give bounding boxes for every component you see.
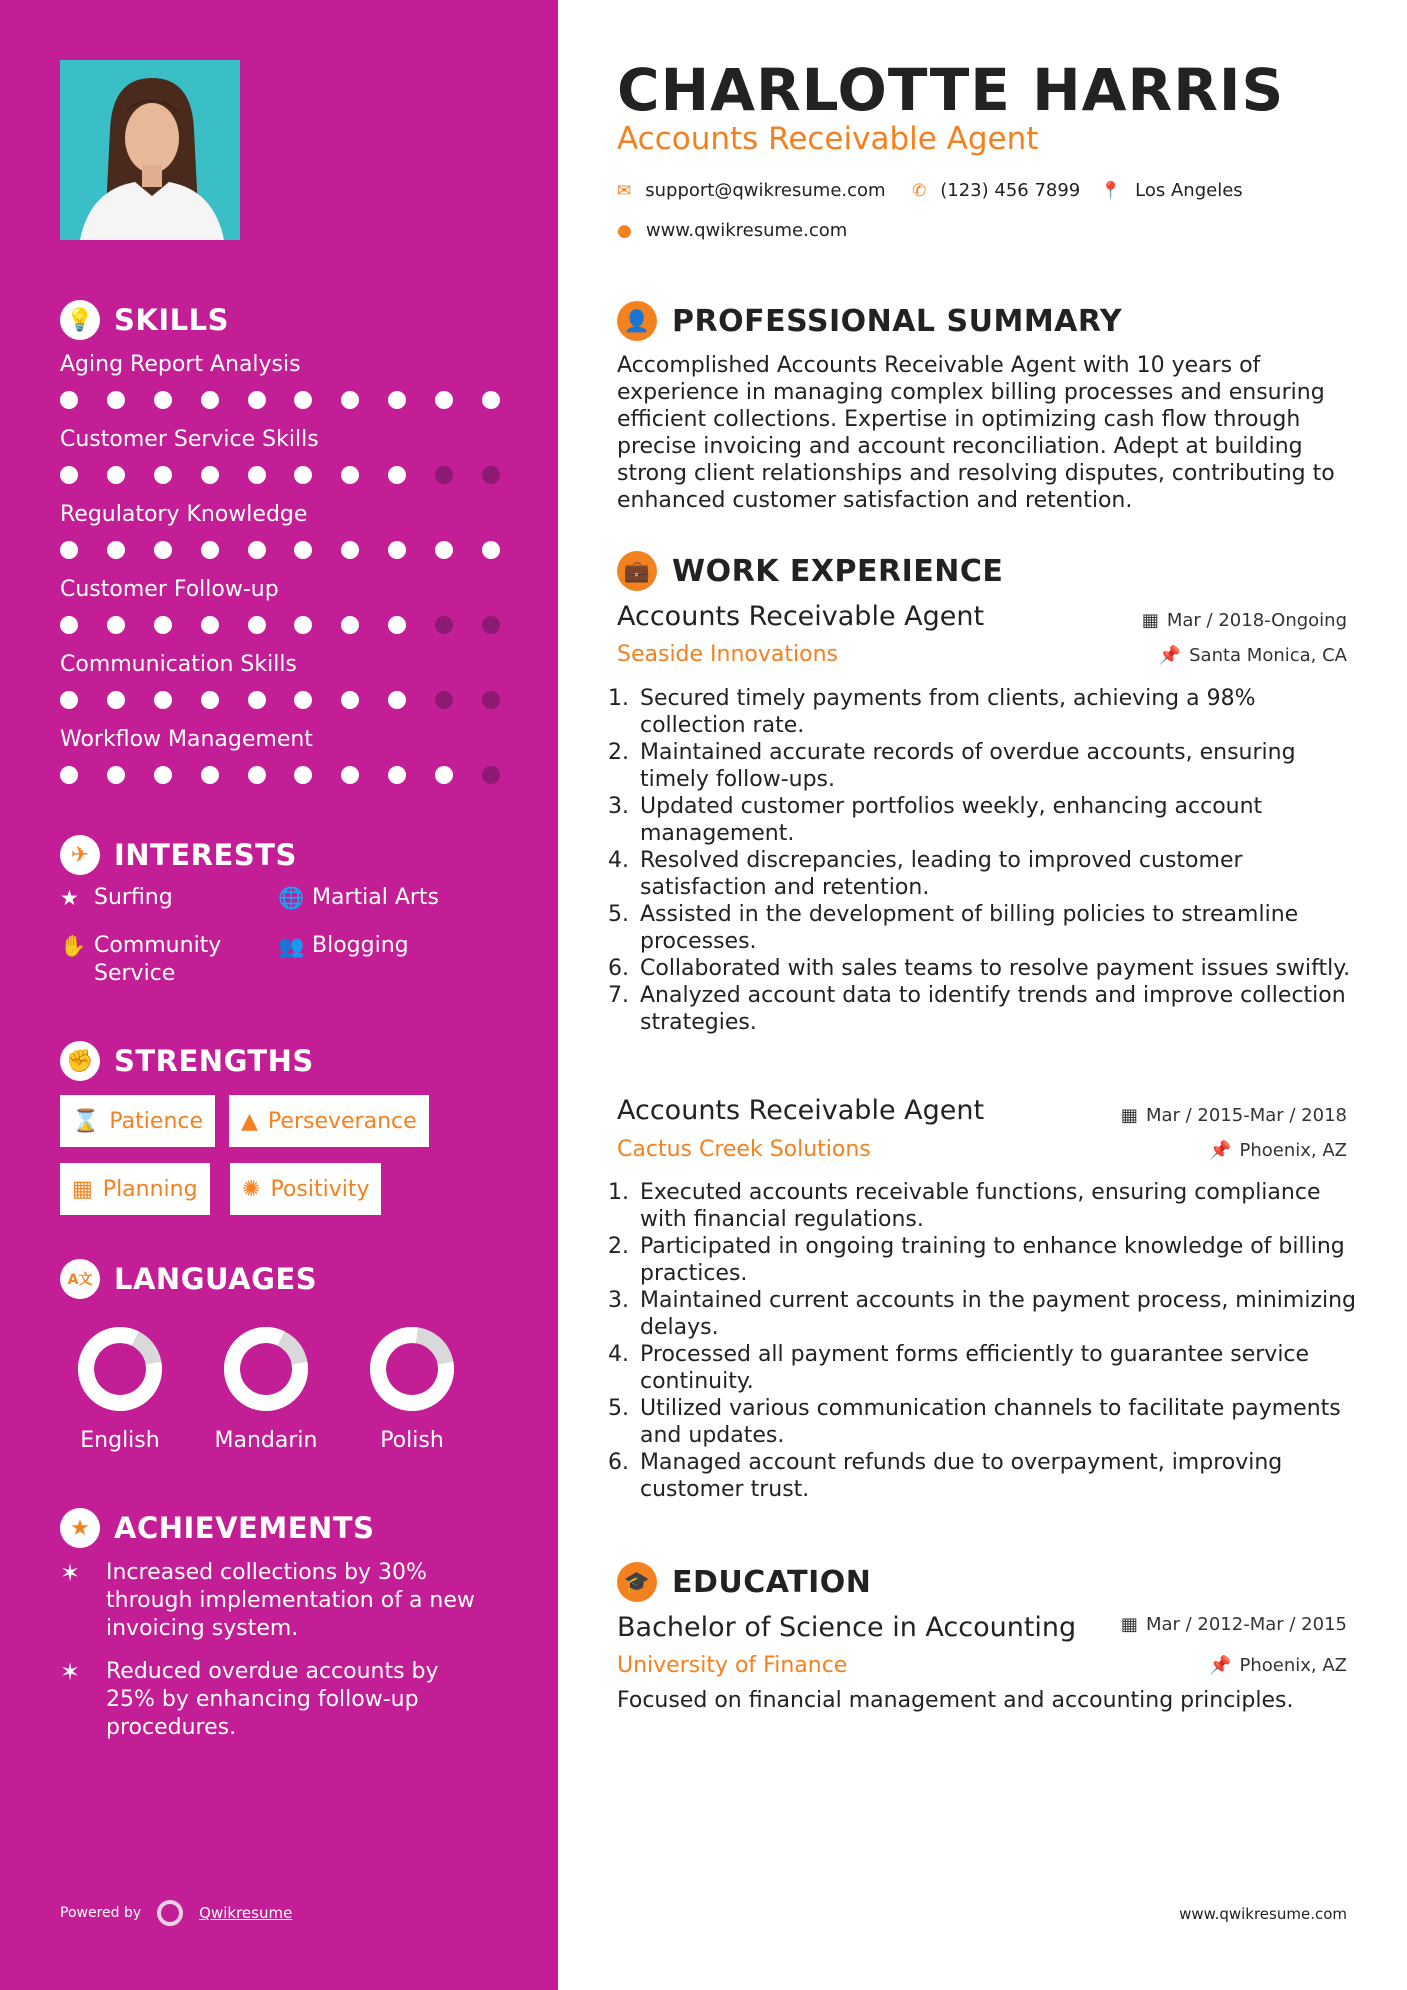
- rating-dot: [435, 766, 453, 784]
- rating-dot: [294, 691, 312, 709]
- rating-dot: [248, 391, 266, 409]
- language-level-donut: [367, 1324, 457, 1414]
- calendar-icon: ▦: [72, 1176, 93, 1202]
- language-item: [60, 1324, 180, 1453]
- rating-dot: [435, 616, 453, 634]
- briefcase-icon: 💼: [617, 551, 657, 591]
- rating-dot: [60, 466, 78, 484]
- responsibility-item: 1. Secured timely payments from clients, achieving a 98% collection rate.: [636, 685, 1356, 739]
- rating-dot: [60, 616, 78, 634]
- responsibility-item: 4. Processed all payment forms efficiently to guarantee service continuity.: [636, 1341, 1356, 1395]
- job-responsibilities: [612, 1179, 1356, 1503]
- language-item: [206, 1324, 326, 1453]
- rating-dot: [107, 766, 125, 784]
- hourglass-icon: ⌛: [72, 1108, 100, 1134]
- rating-dot: [154, 466, 172, 484]
- responsibility-item: 1. Executed accounts receivable functions, ensuring compliance with financial regulations.: [636, 1179, 1356, 1233]
- rating-dot: [435, 691, 453, 709]
- language-level-donut: [221, 1324, 311, 1414]
- strength-tag: ▲ Perseverance: [229, 1095, 429, 1147]
- pushpin-icon: 📌: [1209, 1140, 1232, 1161]
- interest-item: ★ Surfing: [60, 885, 173, 910]
- language-name: English: [80, 1428, 160, 1453]
- rating-dot: [154, 766, 172, 784]
- language-name: Mandarin: [214, 1428, 318, 1453]
- rating-dot: [294, 391, 312, 409]
- rating-dot: [107, 391, 125, 409]
- skills-heading: 💡 SKILLS: [60, 298, 229, 342]
- rating-dot: [60, 391, 78, 409]
- responsibility-item: 3. Maintained current accounts in the payment process, minimizing delays.: [636, 1287, 1356, 1341]
- road-icon: ▲: [241, 1108, 258, 1134]
- rating-dot: [154, 616, 172, 634]
- rating-dot: [201, 466, 219, 484]
- rating-dot: [388, 766, 406, 784]
- interest-item: ✋ Community Service: [60, 933, 222, 986]
- rating-dot: [341, 616, 359, 634]
- user-icon: 👤: [617, 301, 657, 341]
- rating-dot: [482, 541, 500, 559]
- footer-url[interactable]: www.qwikresume.com: [1179, 1905, 1347, 1923]
- language-level-donut: [75, 1324, 165, 1414]
- job-title: Accounts Receivable Agent: [617, 1095, 985, 1126]
- rating-dot: [388, 391, 406, 409]
- powered-by: Powered by Qwikresume: [60, 1900, 292, 1926]
- rating-dot: [435, 466, 453, 484]
- rating-dot: [154, 391, 172, 409]
- work-heading: 💼 WORK EXPERIENCE: [617, 549, 1003, 593]
- skill-name: Regulatory Knowledge: [60, 502, 308, 527]
- rating-dot: [482, 616, 500, 634]
- skill-name: Communication Skills: [60, 652, 297, 677]
- education-school: University of Finance: [617, 1653, 848, 1678]
- rating-dot: [201, 391, 219, 409]
- rating-dot: [60, 541, 78, 559]
- globe-icon: 🌐: [278, 886, 305, 910]
- rating-dot: [388, 541, 406, 559]
- skill-rating: [60, 541, 500, 559]
- pushpin-icon: 📌: [1158, 645, 1182, 666]
- achievement-item: ✶ Increased collections by 30% through implementation of a new invoicing system.: [60, 1559, 475, 1641]
- summary-text: Accomplished Accounts Receivable Agent with 10 years of experience in managing complex billing processes and ensuring efficient collections. Expertise in optimizing cash flow through precise invoicing and account reconciliation. Adept at building strong client relationships and resolving disputes, contributing to enhanced customer satisfaction and retention.: [617, 353, 1335, 513]
- skill-name: Aging Report Analysis: [60, 352, 301, 377]
- skill-name: Workflow Management: [60, 727, 313, 752]
- rating-dot: [388, 466, 406, 484]
- achievements-heading: ★ ACHIEVEMENTS: [60, 1506, 374, 1550]
- education-heading: 🎓 EDUCATION: [617, 1560, 871, 1604]
- graduation-cap-icon: 🎓: [617, 1562, 657, 1602]
- rating-dot: [248, 466, 266, 484]
- contact-email: ✉ support@qwikresume.com: [617, 180, 886, 201]
- job-location: 📌 Phoenix, AZ: [1209, 1140, 1347, 1161]
- strength-tag: ✺ Positivity: [230, 1163, 381, 1215]
- skill-rating: [60, 766, 500, 784]
- hand-icon: ✋: [60, 934, 87, 958]
- achievement-item: ✶ Reduced overdue accounts by 25% by enhancing follow-up procedures.: [60, 1658, 439, 1740]
- star-icon: ★: [60, 886, 79, 910]
- phone-icon: ✆: [912, 180, 927, 201]
- language-icon: A文: [60, 1259, 100, 1299]
- responsibility-item: 3. Updated customer portfolios weekly, enhancing account management.: [636, 793, 1356, 847]
- rating-dot: [388, 616, 406, 634]
- interest-item: 🌐 Martial Arts: [278, 885, 440, 910]
- education-dates: ▦ Mar / 2012-Mar / 2015: [1120, 1614, 1347, 1635]
- sun-icon: ✺: [242, 1176, 261, 1202]
- rating-dot: [482, 466, 500, 484]
- rating-dot: [201, 541, 219, 559]
- rating-dot: [341, 541, 359, 559]
- rating-dot: [294, 541, 312, 559]
- rating-dot: [201, 616, 219, 634]
- strength-tag: ⌛ Patience: [60, 1095, 215, 1147]
- rating-dot: [201, 691, 219, 709]
- profile-photo: [60, 60, 240, 240]
- job-title: Accounts Receivable Agent: [617, 601, 985, 632]
- fist-icon: ✊: [60, 1041, 100, 1081]
- rating-dot: [294, 466, 312, 484]
- language-item: [352, 1324, 472, 1453]
- job-dates: ▦ Mar / 2015-Mar / 2018: [1120, 1105, 1347, 1126]
- strength-tag: ▦ Planning: [60, 1163, 210, 1215]
- candidate-title: Accounts Receivable Agent: [617, 121, 1039, 157]
- responsibility-item: 7. Analyzed account data to identify trends and improve collection strategies.: [636, 982, 1356, 1036]
- rating-dot: [107, 541, 125, 559]
- rating-dot: [248, 541, 266, 559]
- rating-dot: [435, 541, 453, 559]
- rating-dot: [107, 691, 125, 709]
- contact-website: ● www.qwikresume.com: [617, 220, 848, 241]
- rating-dot: [294, 766, 312, 784]
- interests-heading: ✈ INTERESTS: [60, 833, 297, 877]
- shooting-star-icon: ✶: [60, 1658, 81, 1686]
- responsibility-item: 2. Maintained accurate records of overdue accounts, ensuring timely follow-ups.: [636, 739, 1356, 793]
- skill-name: Customer Service Skills: [60, 427, 319, 452]
- responsibility-item: 5. Utilized various communication channels to facilitate payments and updates.: [636, 1395, 1356, 1449]
- sidebar: [0, 0, 558, 1990]
- globe-icon: ●: [617, 220, 632, 241]
- rating-dot: [154, 691, 172, 709]
- summary-heading: 👤 PROFESSIONAL SUMMARY: [617, 299, 1122, 343]
- strengths-heading: ✊ STRENGTHS: [60, 1039, 314, 1083]
- calendar-icon: ▦: [1120, 1105, 1138, 1126]
- rating-dot: [154, 541, 172, 559]
- rating-dot: [341, 466, 359, 484]
- rating-dot: [482, 691, 500, 709]
- rating-dot: [201, 766, 219, 784]
- qwikresume-logo-icon: [157, 1900, 183, 1926]
- rating-dot: [248, 616, 266, 634]
- envelope-icon: ✉: [617, 180, 632, 201]
- calendar-icon: ▦: [1141, 610, 1159, 631]
- shooting-star-icon: ✶: [60, 1559, 81, 1587]
- rating-dot: [341, 691, 359, 709]
- rating-dot: [107, 466, 125, 484]
- language-name: Polish: [380, 1428, 444, 1453]
- rating-dot: [482, 766, 500, 784]
- responsibility-item: 2. Participated in ongoing training to enhance knowledge of billing practices.: [636, 1233, 1356, 1287]
- education-location: 📌 Phoenix, AZ: [1209, 1655, 1347, 1676]
- contact-phone: ✆ (123) 456 7899: [912, 180, 1081, 201]
- pushpin-icon: 📌: [1209, 1655, 1232, 1676]
- skill-rating: [60, 616, 500, 634]
- users-icon: 👥: [278, 934, 305, 958]
- rating-dot: [60, 766, 78, 784]
- languages-heading: A文 LANGUAGES: [60, 1257, 317, 1301]
- rating-dot: [482, 391, 500, 409]
- skill-name: Customer Follow-up: [60, 577, 279, 602]
- rating-dot: [294, 616, 312, 634]
- responsibility-item: 6. Collaborated with sales teams to resolve payment issues swiftly.: [636, 955, 1356, 982]
- candidate-name: CHARLOTTE HARRIS: [617, 56, 1285, 124]
- brand-link[interactable]: Qwikresume: [199, 1904, 293, 1922]
- rating-dot: [341, 766, 359, 784]
- education-degree: Bachelor of Science in Accounting: [617, 1612, 1077, 1643]
- contact-location: 📍 Los Angeles: [1100, 180, 1243, 201]
- job-responsibilities: [612, 685, 1356, 1036]
- rating-dot: [107, 616, 125, 634]
- interest-item: 👥 Blogging: [278, 933, 409, 958]
- rating-dot: [60, 691, 78, 709]
- rating-dot: [435, 391, 453, 409]
- job-location: 📌 Santa Monica, CA: [1158, 645, 1347, 666]
- job-company: Seaside Innovations: [617, 642, 838, 667]
- skill-rating: [60, 466, 500, 484]
- job-company: Cactus Creek Solutions: [617, 1137, 871, 1162]
- rating-dot: [388, 691, 406, 709]
- skill-rating: [60, 691, 500, 709]
- map-pin-icon: 📍: [1100, 180, 1122, 201]
- responsibility-item: 5. Assisted in the development of billing policies to streamline processes.: [636, 901, 1356, 955]
- rating-dot: [248, 766, 266, 784]
- job-dates: ▦ Mar / 2018-Ongoing: [1141, 610, 1347, 631]
- star-badge-icon: ★: [60, 1508, 100, 1548]
- responsibility-item: 6. Managed account refunds due to overpayment, improving customer trust.: [636, 1449, 1356, 1503]
- responsibility-item: 4. Resolved discrepancies, leading to improved customer satisfaction and retention.: [636, 847, 1356, 901]
- rating-dot: [341, 391, 359, 409]
- skill-rating: [60, 391, 500, 409]
- lightbulb-icon: 💡: [60, 300, 100, 340]
- rating-dot: [248, 691, 266, 709]
- paper-plane-icon: ✈: [60, 835, 100, 875]
- calendar-icon: ▦: [1120, 1614, 1138, 1635]
- education-description: Focused on financial management and accounting principles.: [617, 1688, 1294, 1713]
